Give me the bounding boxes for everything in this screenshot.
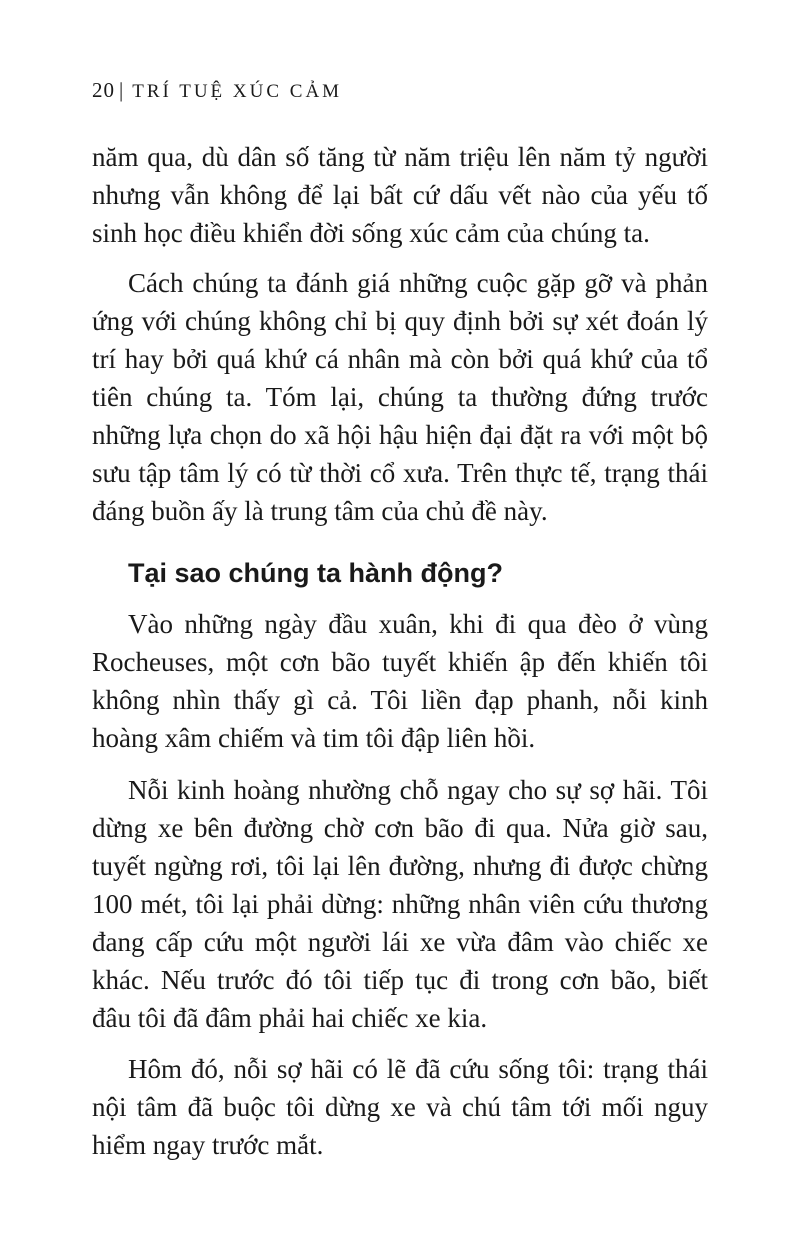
text-line: năm qua, dù dân số tăng từ năm triệu lên năm tỷ người <box>92 142 708 172</box>
text-line: Vào những ngày đầu xuân, khi đi qua đèo ở vùng <box>128 609 708 639</box>
text-line: khác. Nếu trước đó tôi tiếp tục đi trong cơn bão, biết <box>92 965 708 995</box>
text-line: Hôm đó, nỗi sợ hãi có lẽ đã cứu sống tôi: trạng thái <box>128 1054 708 1084</box>
text-line: dừng xe bên đường chờ cơn bão đi qua. Nửa giờ sau, <box>92 813 708 843</box>
text-line: không nhìn thấy gì cả. Tôi liền đạp phanh, nỗi kinh <box>92 685 708 715</box>
text-line: hoàng xâm chiếm và tim tôi đập liên hồi. <box>92 723 536 753</box>
page-number: 20 <box>92 78 115 102</box>
text-line: trí hay bởi quá khứ cá nhân mà còn bởi quá khứ của tổ <box>92 344 708 374</box>
text-line: sưu tập tâm lý có từ thời cổ xưa. Trên thực tế, trạng thái <box>92 458 708 488</box>
text-line: đang cấp cứu một người lái xe vừa đâm vào chiếc xe <box>92 927 708 957</box>
text-line: sinh học điều khiển đời sống xúc cảm của chúng ta. <box>92 218 650 248</box>
paragraph <box>92 1050 708 1164</box>
text-line: nhưng vẫn không để lại bất cứ dấu vết nào của yếu tố <box>92 180 708 210</box>
text-line: nội tâm đã buộc tôi dừng xe và chú tâm tới mối nguy <box>92 1092 708 1122</box>
paragraph <box>92 264 708 530</box>
paragraph-continuation <box>92 138 708 252</box>
running-header <box>92 78 342 103</box>
paragraph <box>92 771 708 1037</box>
text-line: Rocheuses, một cơn bão tuyết khiến ập đến khiến tôi <box>92 647 708 677</box>
paragraph <box>92 605 708 757</box>
header-separator: | <box>119 78 125 102</box>
section-heading: Tại sao chúng ta hành động? <box>128 558 503 588</box>
text-line: những lựa chọn do xã hội hậu hiện đại đặt ra với một bộ <box>92 420 708 450</box>
text-line: đáng buồn ấy là trung tâm của chủ đề này. <box>92 496 548 526</box>
text-line: Cách chúng ta đánh giá những cuộc gặp gỡ và phản <box>128 268 708 298</box>
text-line: tuyết ngừng rơi, tôi lại lên đường, nhưng đi được chừng <box>92 851 708 881</box>
text-line: tiên chúng ta. Tóm lại, chúng ta thường đứng trước <box>92 382 708 412</box>
book-title: TRÍ TUỆ XÚC CẢM <box>132 81 343 102</box>
text-line: hiểm ngay trước mắt. <box>92 1130 324 1160</box>
text-line: Nỗi kinh hoàng nhường chỗ ngay cho sự sợ hãi. Tôi <box>128 775 708 805</box>
text-line: ứng với chúng không chỉ bị quy định bởi sự xét đoán lý <box>92 306 708 336</box>
text-line: 100 mét, tôi lại phải dừng: những nhân viên cứu thương <box>92 889 708 919</box>
text-line: đâu tôi đã đâm phải hai chiếc xe kia. <box>92 1003 488 1033</box>
